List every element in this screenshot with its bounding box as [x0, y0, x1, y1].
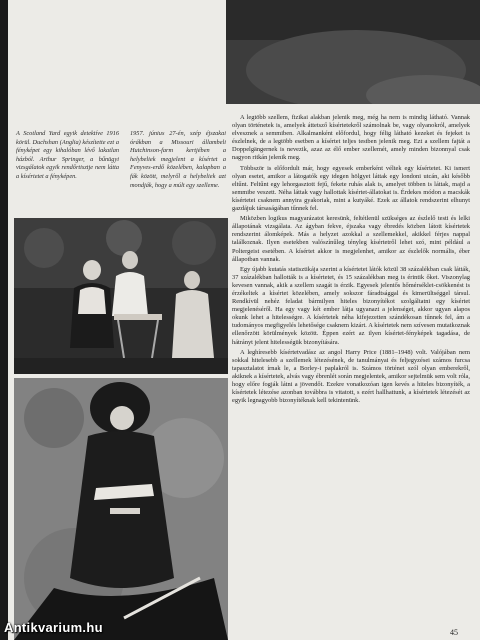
page-number: 45 — [450, 628, 458, 637]
paragraph-4: Egy újabb kutatás statisztikája szerint a kísértetet látók közül 38 százalékban csak látták, 37 százalékban hallották is a kísértetet, és 15 százalékban meg is érintik őket. Viszonylag kevesen vannak, akik a szellem szagát is érzik. Egyesek jelentős hőmérséklet-csökkenést is érzékeltek a kísértet közelében, amely sokszor fáradtsággal és kimerültséggel társul. Rendkívül nehéz feladat bármilyen hiteles bizonyítékot szolgáltatni egy kísértet megjelenéséről. Ha egy vagy két ember látja ugyanazt a jelenséget, akkor ugyan alapos okunk lehet a hitelességre. A kísértetek néha kifejezetten szándékosan tűnnek fel, ám a tudományos megfigyelés lehetősége csaknem kizárt. A kísértetek nem szívesen mutatkoznak ellenőrzött körülmények között. Éppen ezért az ilyen kísértet-fényképek tagadása, de hátrányt jelent hitelességük bizonyítására. — [232, 265, 470, 346]
watermark-logo: Antikvarium.hu — [4, 620, 103, 635]
photo-women-group — [14, 218, 228, 374]
paragraph-1: A legtöbb szellem, fizikai alakban jelenik meg, még ha nem is mindig látható. Vannak olyan történetek is, amelyek áttetsző kísértetekről számolnak be, vagy olyanokról, amelyek elvesznek a semmiben. Alkalmanként előfordul, hogy félig látható kezeket és fejeket is észlelnek, de a legtöbb esetben a kísértet teljes testben jelenik meg. Ezt a szellem fajtát a Doppelgängernek is nevezik, azaz az élő ember szellemét, amely minden bizonnyal csak nagyon ritkán jelenik meg. — [232, 114, 470, 162]
article-body — [232, 114, 470, 405]
paragraph-3: Miközben logikus magyarázatot keresünk, feltétlenül szükséges az észlelő testi és lelki állapotának vizsgálata. Az ágyban fekve, éjszaka vagy ébredés közben látott kísértetek rendszerint álomképek. Más a helyzet azokkal a szellemekkel, akikkel férjes nappal találkoznak. Ilyen esetekben valószínűleg tényleg kísértetről lehet szó, mint például a Poltergeist esetében. A kísértet akkor is megjelenhet, amikor az észlelők normális, éber állapotban vannak. — [232, 215, 470, 263]
header-photo — [226, 0, 480, 112]
paragraph-2: Többször is előfordult már, hogy egyesek emberként véltek egy kísértetet. Ki ismert olyan esetet, amikor a látogatók egy idegen hölgyet láttak egy londoni utcán, aki később eltűnt. Feltűnt egy lehorgasztott fejű, fekete ruhás alak is, amelyet többen is láttak, majd a semmibe veszett. Néha láttak vagy hallottak kísértet-állatokat is. Érdekes módon a macskák kísértetei csaknem annyira gyakoriak, mint a kutyáké. Ezek az állatok rendszerint elhunyt gazdájuk társaságában tűnnek fel. — [232, 164, 470, 213]
caption-scotland-yard: A Scotland Yard egyik detektíve 1916 körül. Duchshan (Anglia) készítette ezt a fényképet egy kihalóban lévő lakatlan házból. Arthur Springer, a bűnügyi vizsgálatok egyik rendőrtisztje nem látta a kísértetet a fényképen. — [16, 130, 119, 180]
paragraph-5: A leghíresebb kísértetvadász az angol Harry Price (1881–1948) volt. Valójában nem sokkal hitelesebb a szellemek létezésének, de tanulmányai és feljegyzései számos furcsa tapasztalatot írnak le, a Borley-i paplakról is. Számos történet szól olyan emberekről, akiknek a kísértetek, alvás vagy ébrenlét során megjelentek, amikor sejtelmük sem volt róla, hogy előre fogják látni a jövendőt. Ezekre vonatkozóan igen kevés a hiteles bizonyíték, a kísértetek létezése azonban továbbra is vitatott, s ezért hallhattunk, a kísértetek létezését az egyik legnagyobb bizonyítéknak kell tekintenünk. — [232, 348, 470, 405]
caption-june-1957: 1957. június 27-én, szép éjszakai órákban a Missouri állambeli Hutchinson-farm kertjében a helybeliek megjelent a kísértet a Fenyves-erdő közelében, kalapban a fák között, melyről a helybeliek azt mondják, hogy a múlt egy szelleme. — [130, 130, 226, 189]
photo-ghost-woman — [14, 378, 228, 640]
